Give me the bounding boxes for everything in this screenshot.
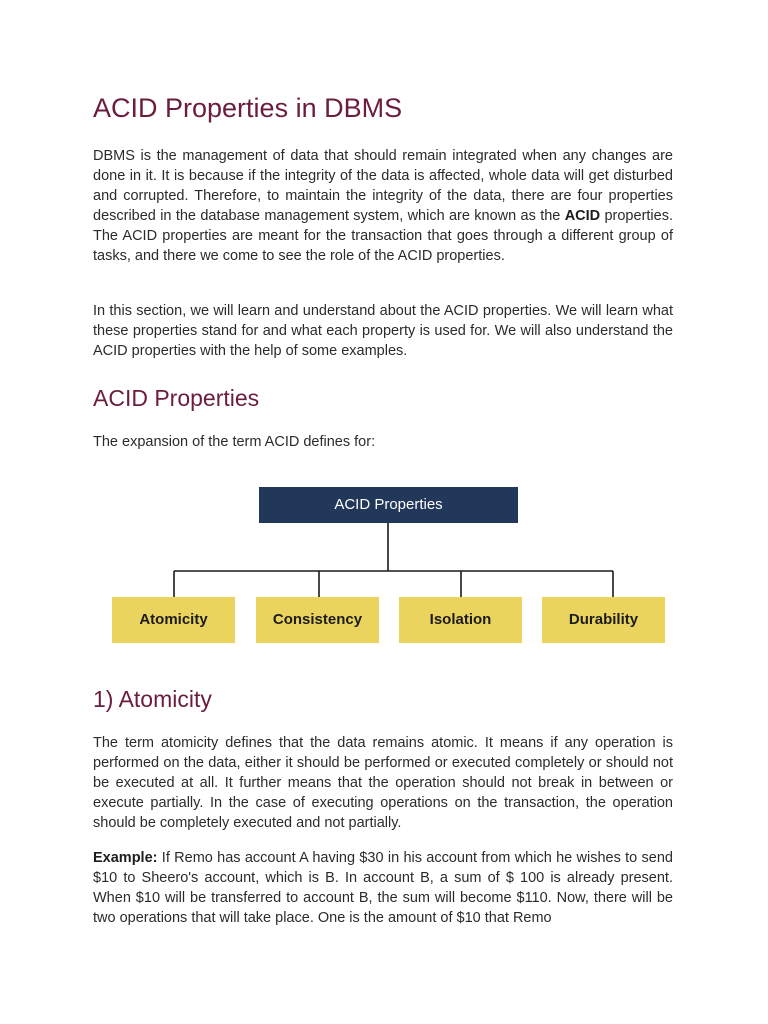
diagram-node-durability: Durability	[542, 597, 665, 643]
page-title: ACID Properties in DBMS	[93, 93, 403, 123]
intro-paragraph-1	[93, 146, 673, 266]
diagram-node-atomicity: Atomicity	[112, 597, 235, 643]
atomicity-paragraph: The term atomicity defines that the data remains atomic. It means if any operation is performed on the data, either it should be performed or executed completely or should not be executed at all. It further means that the operation should not break in between or execute partially. In the case of executing operations on the transaction, the operation should be completely executed and not partially.	[93, 735, 673, 831]
atomicity-example-paragraph	[93, 848, 673, 928]
diagram-root-node: ACID Properties	[259, 487, 518, 523]
example-text: If Remo has account A having $30 in his account from which he wishes to send $10 to Sheero's account, which is B. In account B, a sum of $ 100 is already present. When $10 will be transferred to account B, the sum will become $110. Now, there will be two operations that will take place. One is the amount of $10 that Remo	[93, 850, 673, 926]
acid-lead-paragraph: The expansion of the term ACID defines for:	[93, 434, 376, 450]
example-label: Example:	[93, 850, 158, 866]
intro-text-1: DBMS is the management of data that should remain integrated when any changes are done in it. It is because if the integrity of the data is affected, whole data will get disturbed and corrupted. Therefore, to maintain the integrity of the data, there are four properties described in the database management system, which are known as the	[93, 148, 673, 224]
diagram-node-isolation: Isolation	[399, 597, 522, 643]
section-heading-atomicity: 1) Atomicity	[93, 686, 212, 712]
section-heading-acid-properties: ACID Properties	[93, 385, 260, 411]
intro-paragraph-2: In this section, we will learn and understand about the ACID properties. We will learn what these properties stand for and what each property is used for. We will also understand the ACID properties with the help of some examples.	[93, 303, 673, 359]
acid-bold-term: ACID	[564, 208, 601, 224]
diagram-node-consistency: Consistency	[256, 597, 379, 643]
intro-text-2: properties. The ACID properties are meant for the transaction that goes through a different group of tasks, and there we come to see the role of the ACID properties.	[93, 208, 673, 264]
